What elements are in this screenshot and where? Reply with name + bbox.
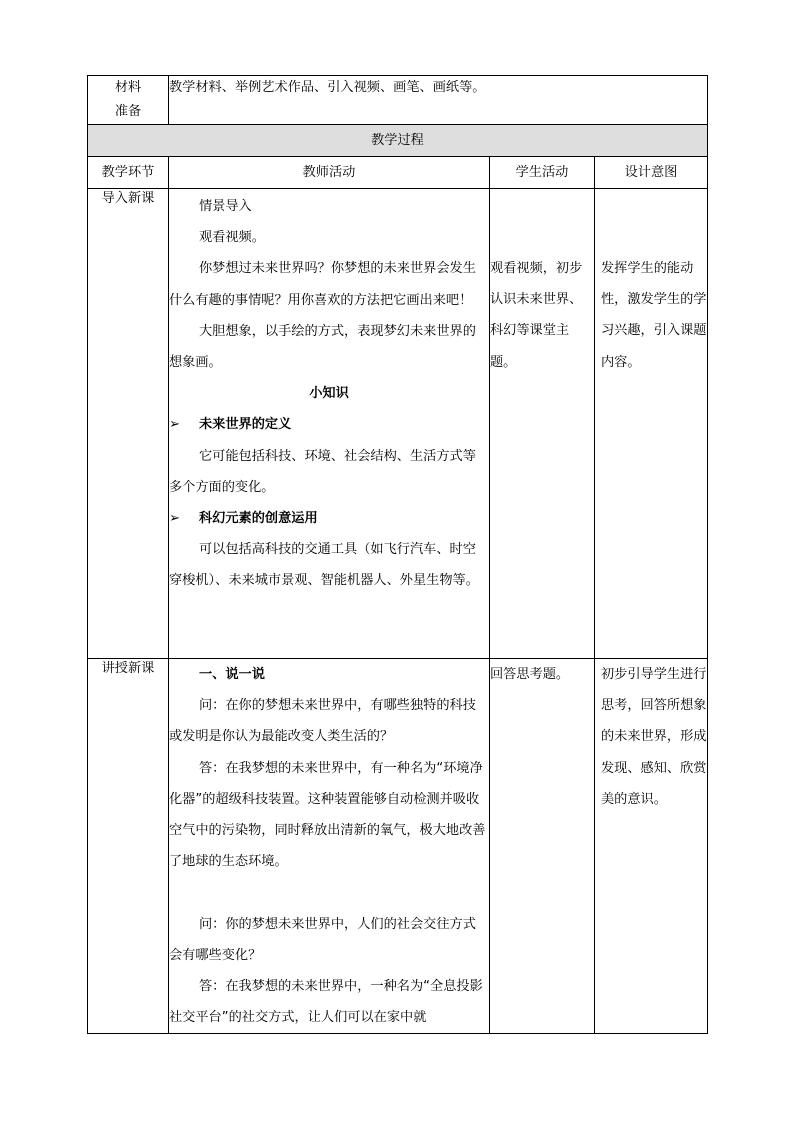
intro-task: 大胆想象，以手绘的方式，表现梦幻未来世界的想象画。 [169,323,476,371]
bullet-1-text: 它可能包括科技、环境、社会结构、生活方式等多个方面的变化。 [169,448,476,495]
knowledge-bullet-2 [169,503,489,534]
lecture-design-intent [595,659,708,1034]
materials-label [88,76,169,125]
materials-row [88,76,708,125]
lecture-answer-1: 答：在我梦想的未来世界中，有一种名为“环境净化器”的超级科技装置。这种装置能够自动检测并吸收空气中的污染物，同时释放出清新的氧气，极大地改善了地球的生态环境。 [169,760,486,870]
intro-student-text: 观看视频，初步认识未来世界、科幻等课堂主题。 [490,261,583,370]
intro-design-intent [595,189,708,659]
header-student: 学生活动 [490,157,595,189]
header-teacher: 教师活动 [169,157,490,189]
lecture-answer-2: 答：在我梦想的未来世界中，一种名为“全息投影社交平台”的社交方式，让人们可以在家中就 [169,979,483,1026]
materials-label-line2: 准备 [114,104,142,119]
intro-stage: 导入新课 [88,189,169,659]
lecture-question-2: 问：你的梦想未来世界中，人们的社会交往方式会有哪些变化？ [169,916,476,963]
header-row [88,157,708,189]
arrow-bullet-icon: ➢ [169,417,181,433]
lecture-student-text: 回答思考题。 [490,667,570,682]
lecture-question-1: 问：在你的梦想未来世界中，有哪些独特的科技或发明是你认为最能改变人类生活的？ [169,698,476,745]
intro-intent-text: 发挥学生的能动性，激发学生的学习兴趣，引入课题内容。 [601,261,707,370]
materials-text: 教学材料、举例艺术作品、引入视频、画笔、画纸等。 [169,76,708,125]
lecture-stage: 讲授新课 [88,659,169,1034]
lecture-student-activity [490,659,595,1034]
lesson-plan-table [87,75,708,1034]
process-title: 教学过程 [88,125,708,157]
header-intent: 设计意图 [595,157,708,189]
intro-watch-video: 观看视频。 [199,230,265,246]
arrow-bullet-icon: ➢ [169,511,181,527]
knowledge-bullet-1 [169,409,489,440]
lecture-row [88,659,708,1034]
intro-student-activity [490,189,595,659]
lecture-teacher-activity [169,659,490,1034]
intro-row [88,189,708,659]
lecture-heading: 一、说一说 [199,667,265,682]
intro-question: 你梦想过未来世界吗？你梦想的未来世界会发生什么有趣的事情呢？用你喜欢的方法把它画出来吧！ [169,261,476,308]
bullet-2-title: 科幻元素的创意运用 [199,511,318,527]
bullet-2-text: 可以包括高科技的交通工具（如飞行汽车、时空穿梭机）、未来城市景观、智能机器人、外星生物等。 [169,542,479,589]
spacer [169,877,489,908]
process-title-row [88,125,708,157]
materials-label-line1: 材料 [114,80,142,95]
intro-teacher-activity [169,189,490,659]
header-stage: 教学环节 [88,157,169,189]
lecture-intent-text: 初步引导学生进行思考，回答所想象的未来世界，形成发现、感知、欣赏美的意识。 [601,667,707,807]
intro-situation: 情景导入 [199,199,252,214]
bullet-1-title: 未来世界的定义 [199,417,292,433]
knowledge-title: 小知识 [309,386,349,402]
